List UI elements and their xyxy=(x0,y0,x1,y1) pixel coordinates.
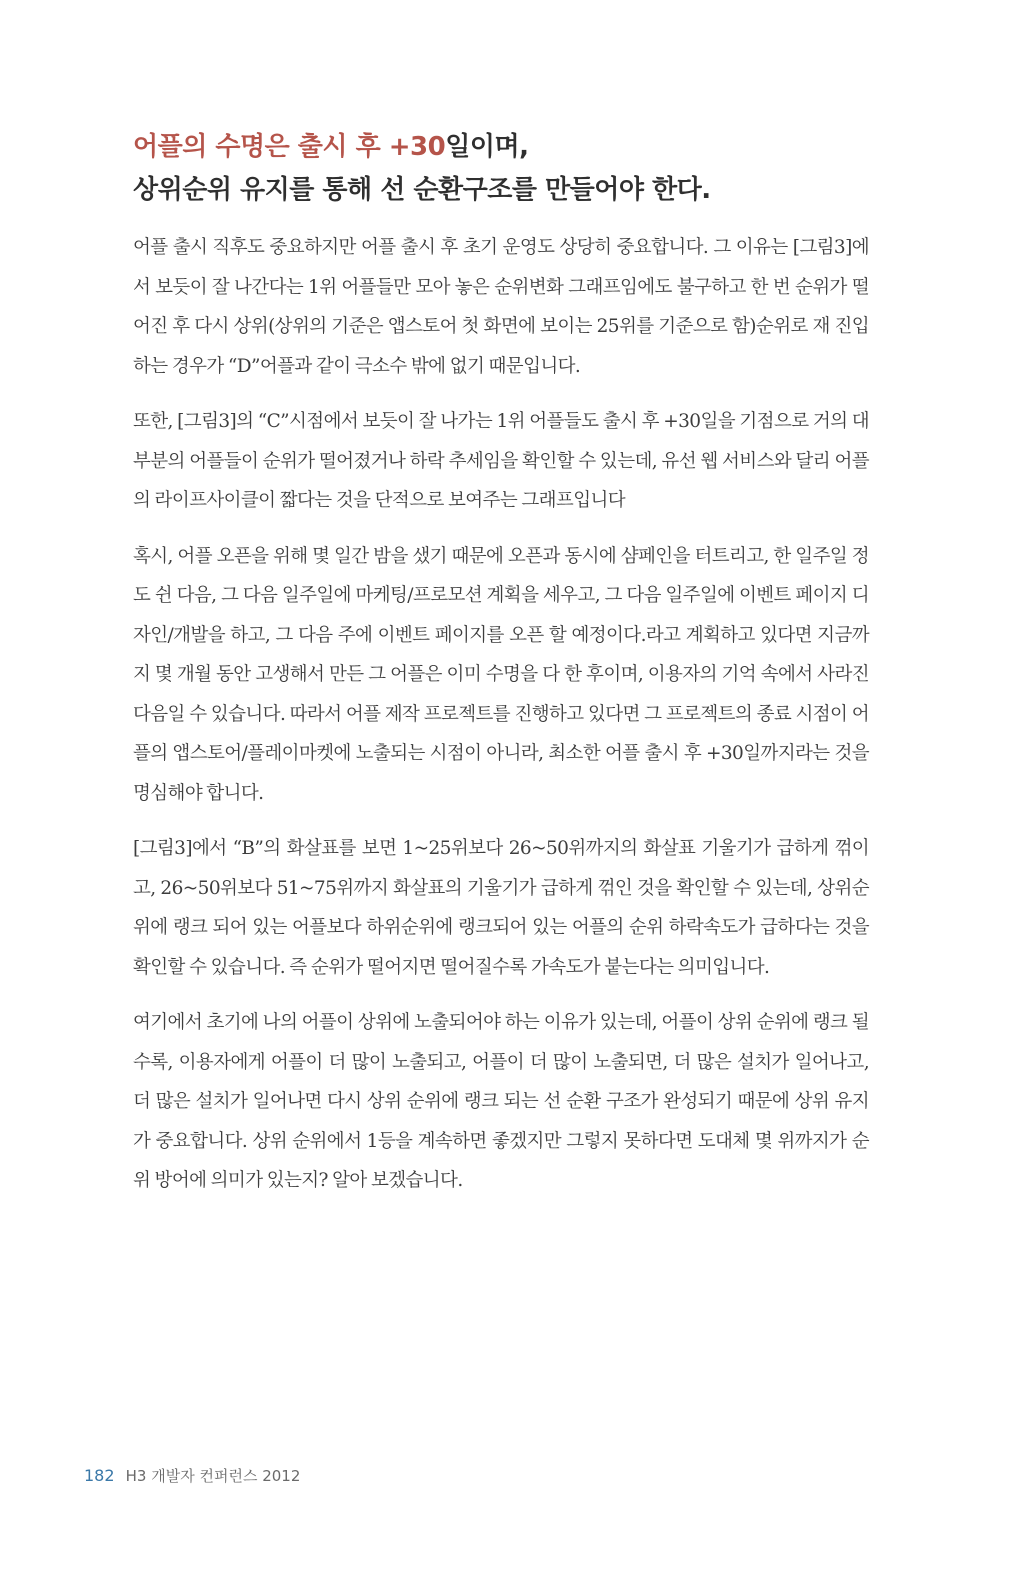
body-text xyxy=(133,228,869,1217)
heading-rest-text: 일이며, xyxy=(445,132,529,162)
book-title: H3 개발자 컨퍼런스 2012 xyxy=(125,1467,301,1485)
page-footer xyxy=(84,1466,300,1486)
heading-line-2: 상위순위 유지를 통해 선 순환구조를 만들어야 한다. xyxy=(133,175,711,205)
page-number: 182 xyxy=(84,1466,115,1485)
paragraph-4: [그림3]에서 “B”의 화살표를 보면 1~25위보다 26~50위까지의 화살표 기울기가 급하게 꺾이고, 26~50위보다 51~75위까지 화살표의 기울기가 급하게 꺾인 것을 확인할 수 있는데, 상위순위에 랭크 되어 있는 어플보다 하위순위에 랭크되어 있는 어플의 순위 하락속도가 급하다는 것을 확인할 수 있습니다. 즉 순위가 떨어지면 떨어질수록 가속도가 붙는다는 의미입니다. xyxy=(133,838,869,978)
section-heading xyxy=(133,126,893,212)
paragraph-1: 어플 출시 직후도 중요하지만 어플 출시 후 초기 운영도 상당히 중요합니다. 그 이유는 [그림3]에서 보듯이 잘 나간다는 1위 어플들만 모아 놓은 순위변화 그래프임에도 불구하고 한 번 순위가 떨어진 후 다시 상위(상위의 기준은 앱스토어 첫 화면에 보이는 25위를 기준으로 함)순위로 재 진입하는 경우가 “D”어플과 같이 극소수 밖에 없기 때문입니다. xyxy=(133,237,869,377)
heading-accent-text: 어플의 수명은 출시 후 +30 xyxy=(133,132,446,162)
paragraph-5: 여기에서 초기에 나의 어플이 상위에 노출되어야 하는 이유가 있는데, 어플이 상위 순위에 랭크 될 수록, 이용자에게 어플이 더 많이 노출되고, 어플이 더 많이 노출되면, 더 많은 설치가 일어나고, 더 많은 설치가 일어나면 다시 상위 순위에 랭크 되는 선 순환 구조가 완성되기 때문에 상위 유지가 중요합니다. 상위 순위에서 1등을 계속하면 좋겠지만 그렇지 못하다면 도대체 몇 위까지가 순위 방어에 의미가 있는지? 알아 보겠습니다. xyxy=(133,1012,869,1191)
heading-line-1 xyxy=(133,126,893,169)
paragraph-2: 또한, [그림3]의 “C”시점에서 보듯이 잘 나가는 1위 어플들도 출시 후 +30일을 기점으로 거의 대부분의 어플들이 순위가 떨어졌거나 하락 추세임을 확인할 수 있는데, 유선 웹 서비스와 달리 어플의 라이프사이클이 짧다는 것을 단적으로 보여주는 그래프입니다 xyxy=(133,411,869,511)
paragraph-3: 혹시, 어플 오픈을 위해 몇 일간 밤을 샜기 때문에 오픈과 동시에 샴페인을 터트리고, 한 일주일 정도 쉰 다음, 그 다음 일주일에 마케팅/프로모션 계획을 세우고, 그 다음 일주일에 이벤트 페이지 디자인/개발을 하고, 그 다음 주에 이벤트 페이지를 오픈 할 예정이다.라고 계획하고 있다면 지금까지 몇 개월 동안 고생해서 만든 그 어플은 이미 수명을 다 한 후이며, 이용자의 기억 속에서 사라진 다음일 수 있습니다. 따라서 어플 제작 프로젝트를 진행하고 있다면 그 프로젝트의 종료 시점이 어플의 앱스토어/플레이마켓에 노출되는 시점이 아니라, 최소한 어플 출시 후 +30일까지라는 것을 명심해야 합니다. xyxy=(133,545,869,804)
